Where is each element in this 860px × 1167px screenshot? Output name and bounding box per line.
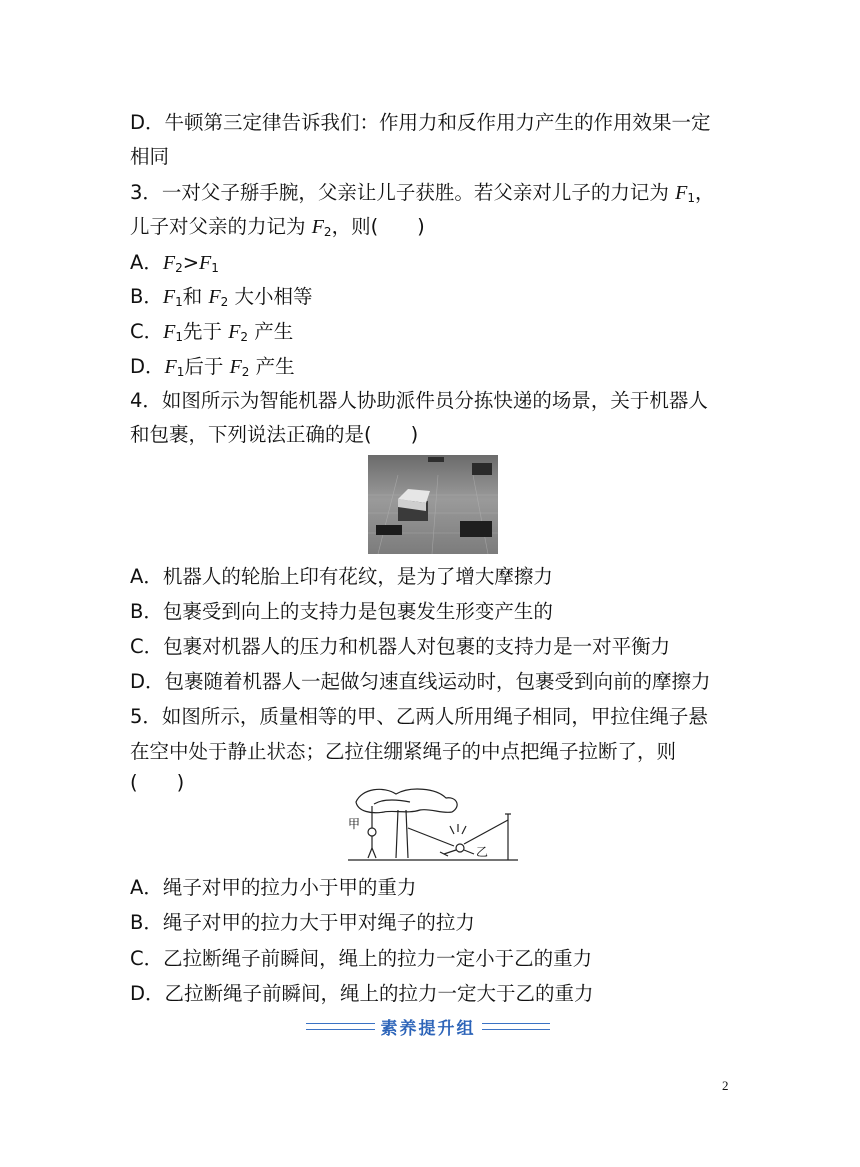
q3-option-a: A．$F_2>F_1$ bbox=[130, 251, 219, 275]
q3-stem-line1: 3．一对父子掰手腕，父亲让儿子获胜。若父亲对儿子的力记为 $F_1$， bbox=[130, 181, 715, 205]
q3-option-b: B．$F_1$和 $F_2$ 大小相等 bbox=[130, 285, 313, 309]
q2-option-d-cont: 相同 bbox=[130, 145, 170, 168]
page-number: 2 bbox=[722, 1078, 729, 1093]
robot-sorting-photo bbox=[368, 455, 498, 554]
q4-option-a: A．机器人的轮胎上印有花纹，是为了增大摩擦力 bbox=[130, 565, 553, 588]
q2-option-d: D．牛顿第三定律告诉我们：作用力和反作用力产生的作用效果一定 bbox=[130, 111, 711, 134]
q4-option-c: C．包裹对机器人的压力和机器人对包裹的支持力是一对平衡力 bbox=[130, 635, 671, 658]
q5-option-c: C．乙拉断绳子前瞬间，绳上的拉力一定小于乙的重力 bbox=[130, 947, 593, 970]
q5-option-d: D．乙拉断绳子前瞬间，绳上的拉力一定大于乙的重力 bbox=[130, 982, 594, 1005]
label-yi: 乙 bbox=[476, 845, 489, 859]
q4-stem-line2: 和包裹，下列说法正确的是( ) bbox=[130, 423, 419, 446]
q3-option-c: C．$F_1$先于 $F_2$ 产生 bbox=[130, 320, 294, 344]
q5-stem-line3: ( ) bbox=[130, 771, 185, 794]
section-divider bbox=[306, 1012, 550, 1040]
section-title: 素养提升组 bbox=[380, 1018, 476, 1039]
q4-option-b: B．包裹受到向上的支持力是包裹发生形变产生的 bbox=[130, 600, 553, 623]
divider-rule-right bbox=[482, 1023, 551, 1030]
rope-figure bbox=[344, 784, 522, 866]
q5-stem-line1: 5．如图所示，质量相等的甲、乙两人所用绳子相同，甲拉住绳子悬 bbox=[130, 705, 708, 728]
q5-option-b: B．绳子对甲的拉力大于甲对绳子的拉力 bbox=[130, 911, 475, 934]
q3-option-d: D．$F_1$后于 $F_2$ 产生 bbox=[130, 355, 295, 379]
q5-option-a: A．绳子对甲的拉力小于甲的重力 bbox=[130, 876, 417, 899]
q5-stem-line2: 在空中处于静止状态；乙拉住绷紧绳子的中点把绳子拉断了，则 bbox=[130, 740, 677, 763]
divider-rule-left bbox=[306, 1023, 375, 1030]
q4-option-d: D．包裹随着机器人一起做匀速直线运动时，包裹受到向前的摩擦力 bbox=[130, 670, 711, 693]
label-jia: 甲 bbox=[348, 817, 361, 831]
q3-stem-line2: 儿子对父亲的力记为 $F_2$，则( ) bbox=[130, 215, 425, 239]
q4-stem-line1: 4．如图所示为智能机器人协助派件员分拣快递的场景，关于机器人 bbox=[130, 389, 708, 412]
